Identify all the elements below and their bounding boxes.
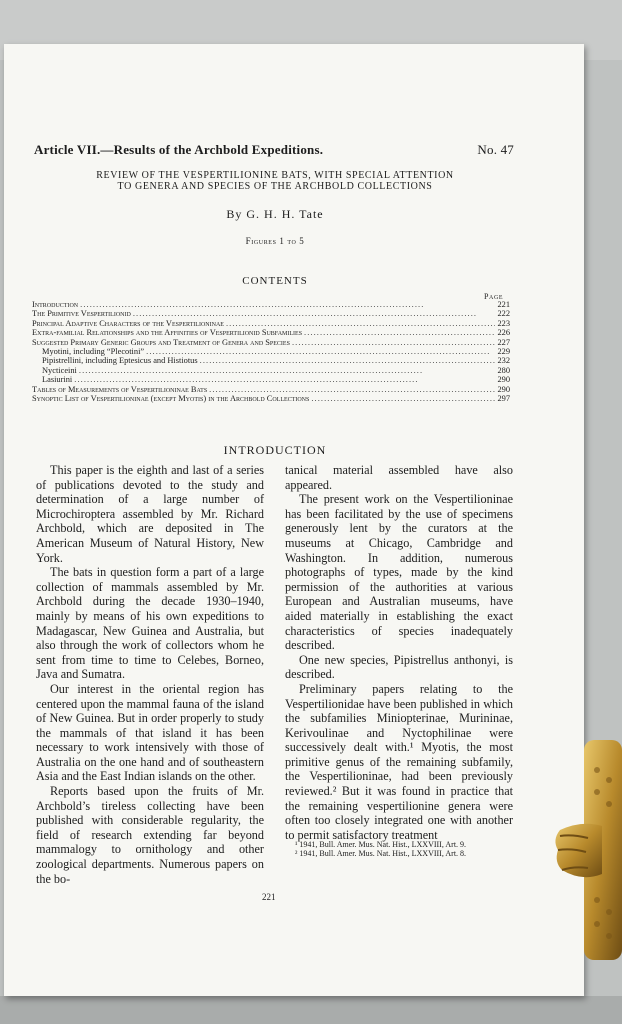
toc-entry — [32, 309, 510, 318]
paper-title — [30, 170, 520, 192]
toc-entry — [32, 385, 510, 394]
toc-entry-page: 223 — [497, 318, 510, 328]
footnote: ¹ 1941, Bull. Amer. Mus. Nat. Hist., LXXVIII, Art. 9. — [295, 840, 467, 849]
toc-entry-label: Pipistrellini, including Eptesicus and Histiotus — [42, 356, 198, 366]
paper-title-line-1: REVIEW OF THE VESPERTILIONINE BATS, WITH SPECIAL ATTENTION — [96, 170, 454, 181]
toc-entry-label: Lasiurini — [42, 375, 73, 385]
toc-entry-page: 280 — [497, 365, 510, 375]
toc-entry-page: 229 — [497, 346, 510, 356]
toc-leader-dots — [133, 309, 496, 318]
body-paragraph: The bats in question form a part of a large collection of mammals assembled by Mr. Archbold during the decade 1930–1940, mainly by means of his own expeditions to Madagascar, New Guinea and Australia, but also through the work of collectors whom he sent from time to time to Celebes, Borneo, Java and Sumatra. — [36, 565, 264, 682]
table-surface — [0, 996, 622, 1024]
footnote: ² 1941, Bull. Amer. Mus. Nat. Hist., LXXVIII, Art. 8. — [295, 848, 467, 858]
toc-leader-dots — [146, 347, 495, 356]
toc-entry — [32, 356, 510, 365]
body-paragraph: One new species, Pipistrellus anthonyi, is described. — [285, 652, 513, 682]
toc-entry — [32, 394, 510, 403]
article-number: No. 47 — [477, 142, 514, 157]
toc-leader-dots — [74, 375, 495, 384]
toc-entry-label: Extra-familial Relationships and the Affinities of Vespertilionid Subfamilies — [32, 328, 303, 338]
toc-entry-label: Principal Adaptive Characters of the Vespertilioninae — [32, 318, 224, 328]
toc-leader-dots — [226, 319, 495, 328]
toc-leader-dots — [304, 328, 495, 337]
toc-entry-page: 290 — [497, 384, 510, 394]
toc-entry-label: Introduction — [32, 300, 79, 309]
paper-title-line-2: TO GENERA AND SPECIES OF THE ARCHBOLD COLLECTIONS — [117, 181, 433, 192]
body-paragraph: tanical material assembled have also appeared. — [285, 463, 513, 492]
body-paragraph: This paper is the eighth and last of a series of publications devoted to the study and determination of a large number of Microchiroptera assembled by Mr. Richard Archbold, which are deposited in The American Museum of Natural History, New York. — [36, 463, 264, 565]
text-column-left — [36, 463, 264, 886]
brass-page-weight — [552, 740, 622, 960]
toc-entry-page: 297 — [497, 393, 510, 403]
toc-entry-label: The Primitive Vespertilionid — [32, 309, 131, 319]
toc-entry-page: 226 — [497, 328, 510, 338]
toc-leader-dots — [200, 356, 496, 365]
contents-heading: CONTENTS — [242, 275, 308, 287]
toc-entry-label: Tables of Measurements of Vespertilioninae Bats — [32, 384, 208, 394]
toc-entry-page: 232 — [497, 356, 510, 366]
footnotes — [285, 841, 513, 858]
toc-leader-dots — [292, 338, 496, 347]
toc-entry — [32, 319, 510, 328]
toc-entry-label: Suggested Primary Generic Groups and Treatment of Genera and Species — [32, 337, 290, 347]
toc-entry-page: 222 — [497, 309, 510, 319]
body-paragraph: The present work on the Vespertilioninae has been facilitated by the use of specimens generously lent by the curators at the museums at Chicago, Cambridge and Washington. In addition, numerous photographs of types, made by the kind permission of the authorities at various European and Australian museums, have aided materially in establishing the exact characteristics of species inadequately described. — [285, 492, 513, 653]
body-paragraph: Reports based upon the fruits of Mr. Archbold’s tireless collecting have been published with considerable regularity, the field of research extending far beyond mammalogy to ornithology and other zoological departments. Numerous papers on the bo- — [36, 784, 264, 886]
toc-entry-page: 221 — [497, 300, 510, 309]
toc-leader-dots — [79, 366, 496, 375]
toc-entry — [32, 338, 510, 347]
toc-entry — [32, 366, 510, 375]
toc-leader-dots — [311, 394, 495, 403]
body-paragraph: Our interest in the oriental region has centered upon the mammal fauna of the island of New Guinea. But in order properly to study the mammals of that island it has been necessary to work intensively with those of Australia on the one hand and of southeastern Asia and the East Indian islands on the other. — [36, 681, 264, 784]
author-line: By G. H. H. Tate — [226, 207, 324, 221]
toc-entry-page: 290 — [497, 375, 510, 385]
toc-entry-label: Synoptic List of Vespertilioninae (except Myotis) in the Archbold Collections — [32, 393, 310, 403]
toc-entry — [32, 347, 510, 356]
toc-entry — [32, 300, 510, 309]
introduction-heading: INTRODUCTION — [223, 443, 327, 457]
article-label: Article VII.—Results of the Archbold Expeditions. — [34, 142, 324, 157]
toc-entry-label: Myotini, including “Plecotini” — [42, 346, 145, 356]
text-column-right — [285, 463, 513, 842]
toc-entry — [32, 375, 510, 384]
body-paragraph: Preliminary papers relating to the Vespertilionidae have been published in which the subfamilies Miniopterinae, Murininae, Kerivoulinae and Nyctophilinae were successively dealt with.¹ Myotis, the most primitive genus of the remaining subfamily, the Vespertilioninae, had been previously reviewed.² But it was found in practice that the remaining vespertilionine genera were often too closely integrated one with another to permit satisfactory treatment — [285, 681, 513, 842]
toc-leader-dots — [80, 300, 495, 309]
table-of-contents — [32, 300, 510, 403]
toc-leader-dots — [209, 385, 495, 394]
article-heading — [34, 142, 514, 158]
figures-note: Figures 1 to 5 — [245, 236, 305, 246]
toc-entry-label: Nycticeini — [42, 365, 77, 375]
contents-page-label: Page — [484, 292, 504, 301]
toc-entry — [32, 328, 510, 337]
toc-entry-page: 227 — [497, 337, 510, 347]
page-number: 221 — [262, 892, 276, 902]
